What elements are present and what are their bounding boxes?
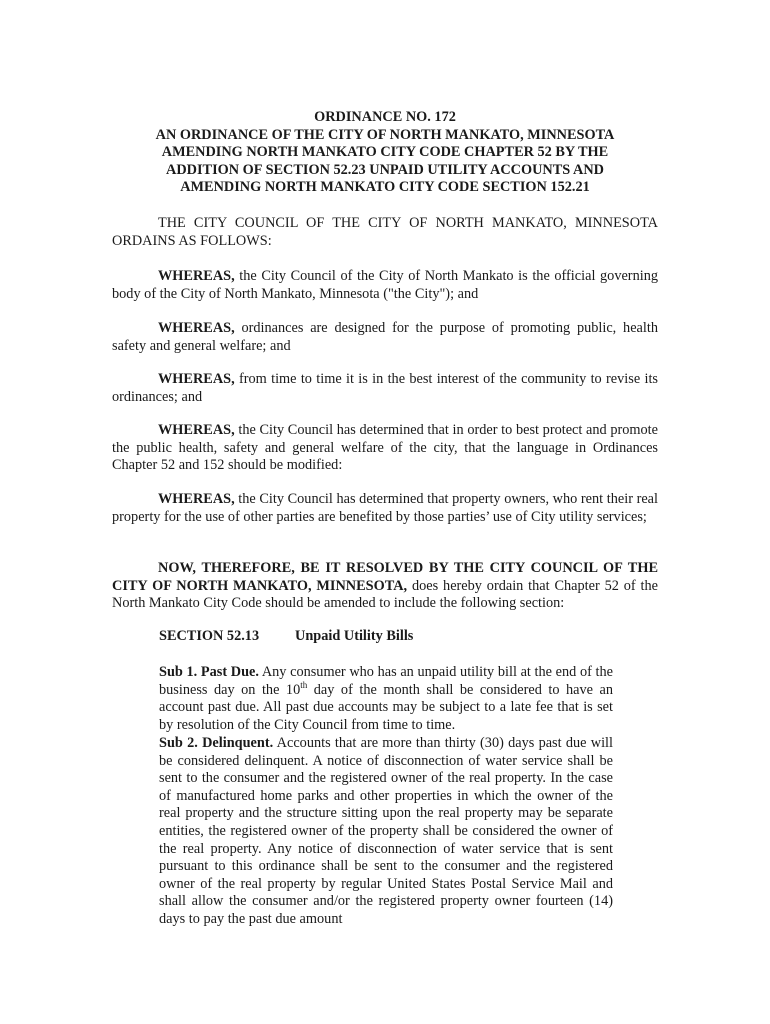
title-line: AN ORDINANCE OF THE CITY OF NORTH MANKATO, MINNESOTA xyxy=(155,126,615,143)
whereas-text: the City Council has determined that in order to best protect and promote the public health, safety and general welfare of the city, that the language in Ordinances Chapter 52 and 152 should be modified: xyxy=(112,422,658,474)
section-title: Unpaid Utility Bills xyxy=(295,628,414,644)
whereas-label: WHEREAS, xyxy=(158,320,235,336)
whereas-label: WHEREAS, xyxy=(158,422,235,438)
sub2-label: Sub 2. Delinquent. xyxy=(159,735,274,751)
sub1-text: Any consumer who has an unpaid utility bill at the end of the business day on the 10 xyxy=(159,664,613,698)
whereas-paragraph xyxy=(112,491,658,526)
title-line: AMENDING NORTH MANKATO CITY CODE SECTION 152.21 xyxy=(180,179,590,196)
ordinal-suffix: th xyxy=(300,679,308,690)
sub1-text-cont: day of the month shall be considered to have an account past due. All past due accounts may be subject to a late fee that is set by resolution of the City Council from time to time. xyxy=(159,681,613,733)
whereas-label: WHEREAS, xyxy=(158,371,235,387)
section-number: SECTION 52.13 xyxy=(159,628,260,644)
title-line: ORDINANCE NO. 172 xyxy=(314,109,456,125)
whereas-text: the City Council of the City of North Mankato is the official governing body of the City of North Mankato, Minnesota ("the City"); and xyxy=(112,268,658,302)
whereas-paragraph xyxy=(112,422,658,475)
subdivision-1 xyxy=(159,664,613,734)
whereas-paragraph xyxy=(112,268,658,303)
ordinance-title xyxy=(112,109,658,197)
whereas-label: WHEREAS, xyxy=(158,491,235,507)
whereas-paragraph xyxy=(112,320,658,355)
whereas-text: the City Council has determined that property owners, who rent their real property for the use of other parties are benefited by those parties’ use of City utility services; xyxy=(112,491,658,525)
whereas-text: from time to time it is in the best interest of the community to revise its ordinances; and xyxy=(112,371,658,405)
resolution-paragraph xyxy=(112,560,658,613)
subdivision-2 xyxy=(159,735,613,929)
sub2-text: Accounts that are more than thirty (30) days past due will be considered delinquent. A notice of disconnection of water service shall be sent to the consumer and the registered owner of the real property. In the case of manufactured home parks and other properties in which the owner of the real property and the structure sitting upon the real property may be separate entities, the registered owner of the property shall be considered the owner of the real property. Any notice of disconnection of water service that is sent pursuant to this ordinance shall be sent to the consumer and the registered owner of the real property by regular United States Postal Service Mail and shall allow the consumer and/or the registered property owner fourteen (14) days to pay the past due amount xyxy=(159,735,613,927)
whereas-paragraph xyxy=(112,371,658,406)
sub1-label: Sub 1. Past Due. xyxy=(159,664,259,680)
title-line: ADDITION OF SECTION 52.23 UNPAID UTILITY ACCOUNTS AND xyxy=(166,161,604,178)
resolution-text: does hereby ordain that Chapter 52 of the North Mankato City Code should be amended to include the following section: xyxy=(112,577,659,612)
intro-text: THE CITY COUNCIL OF THE CITY OF NORTH MANKATO, MINNESOTA ORDAINS AS FOLLOWS: xyxy=(112,215,658,249)
resolution-label: NOW, THEREFORE, BE IT RESOLVED BY THE CITY COUNCIL OF THE CITY OF NORTH MANKATO, MINNESOTA, xyxy=(112,560,658,594)
whereas-text: ordinances are designed for the purpose of promoting public, health safety and general welfare; and xyxy=(112,320,658,354)
intro-paragraph xyxy=(112,215,658,250)
section-heading xyxy=(159,628,413,646)
whereas-label: WHEREAS, xyxy=(158,268,235,284)
title-line: AMENDING NORTH MANKATO CITY CODE CHAPTER 52 BY THE xyxy=(161,144,609,161)
